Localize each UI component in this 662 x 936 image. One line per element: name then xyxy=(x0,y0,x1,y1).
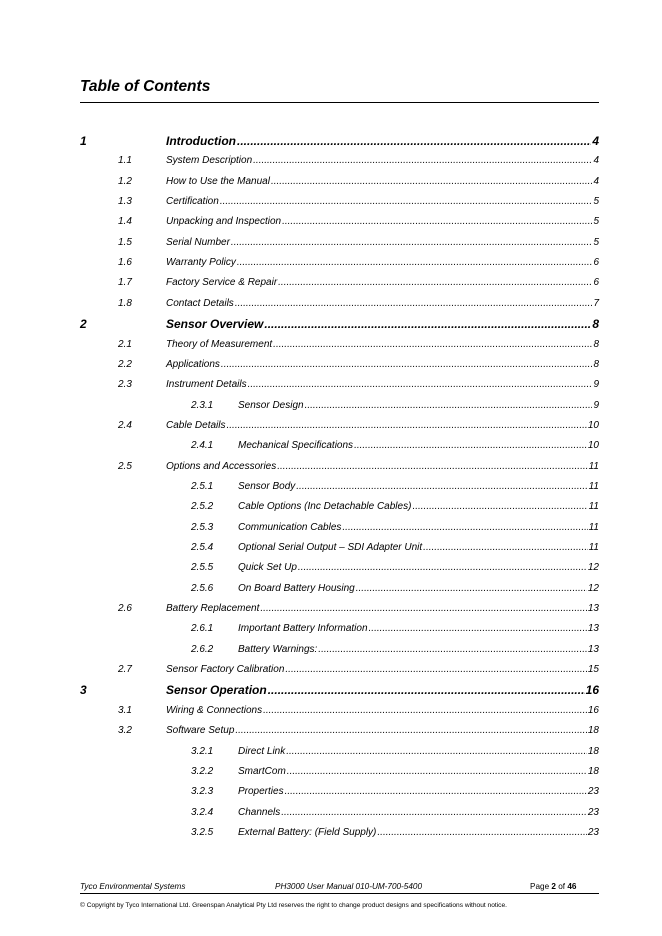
dot-leader xyxy=(356,583,587,594)
toc-entry-number: 2.4 xyxy=(118,419,132,431)
toc-entry-title[interactable]: SmartCom xyxy=(238,765,286,777)
toc-entry-number: 1.1 xyxy=(118,155,132,167)
toc-entry[interactable] xyxy=(0,277,662,295)
toc-entry-leader-line xyxy=(166,237,599,248)
toc-entry-page: 18 xyxy=(587,765,599,777)
toc-entry-title[interactable]: Software Setup xyxy=(166,725,235,737)
dot-leader xyxy=(286,746,587,757)
toc-entry-page: 6 xyxy=(593,257,599,269)
toc-entry-leader-line xyxy=(166,155,599,166)
dot-leader xyxy=(423,542,587,553)
toc-entry-page: 6 xyxy=(593,277,599,289)
dot-leader xyxy=(342,522,587,533)
toc-entry-title[interactable]: Instrument Details xyxy=(166,379,247,391)
toc-entry-number: 2.5.5 xyxy=(191,562,214,574)
toc-entry-leader-line xyxy=(166,379,599,390)
toc-entry-page: 8 xyxy=(593,358,599,370)
toc-entry-title[interactable]: Sensor Overview xyxy=(166,317,264,332)
toc-entry-title[interactable]: Sensor Design xyxy=(238,399,304,411)
toc-entry-number: 2.6.2 xyxy=(191,643,214,655)
dot-leader xyxy=(354,440,587,451)
page-title: Table of Contents xyxy=(80,78,211,95)
toc-entry-number: 2.5.1 xyxy=(191,480,214,492)
toc-entry[interactable] xyxy=(0,196,662,214)
toc-entry-page: 5 xyxy=(593,216,599,228)
toc-entry[interactable] xyxy=(0,522,662,540)
toc-entry-leader-line xyxy=(166,339,599,350)
toc-entry-title[interactable]: Theory of Measurement xyxy=(166,338,273,350)
toc-entry-title[interactable]: Mechanical Specifications xyxy=(238,440,354,452)
toc-entry-leader-line xyxy=(166,359,599,370)
toc-entry-number: 2.7 xyxy=(118,664,132,676)
toc-entry-title[interactable]: Cable Details xyxy=(166,419,226,431)
toc-entry-title[interactable]: Applications xyxy=(166,358,220,370)
dot-leader xyxy=(296,481,587,492)
toc-entry-title[interactable]: Quick Set Up xyxy=(238,562,297,574)
toc-entry-title[interactable]: Sensor Factory Calibration xyxy=(166,664,285,676)
toc-entry-title[interactable]: Warranty Policy xyxy=(166,257,236,269)
dot-leader xyxy=(263,705,587,716)
toc-entry-page: 12 xyxy=(587,562,599,574)
toc-entry-page: 5 xyxy=(593,236,599,248)
toc-entry[interactable] xyxy=(0,155,662,173)
dot-leader xyxy=(235,298,593,309)
toc-entry-leader-line xyxy=(238,440,599,451)
toc-entry[interactable] xyxy=(0,725,662,743)
toc-entry[interactable] xyxy=(0,134,662,152)
toc-entry[interactable] xyxy=(0,583,662,601)
footer-manual-number: PH3000 User Manual 010-UM-700-5400 xyxy=(275,882,422,891)
dot-leader xyxy=(298,562,587,573)
toc-entry-number: 3.2 xyxy=(118,725,132,737)
toc-entry-page: 18 xyxy=(587,745,599,757)
dot-leader xyxy=(273,339,592,350)
toc-entry-page: 4 xyxy=(593,175,599,187)
toc-entry-title[interactable]: Optional Serial Output – SDI Adapter Unit xyxy=(238,542,423,553)
toc-entry-title[interactable]: Wiring & Connections xyxy=(166,704,263,716)
toc-entry-leader-line xyxy=(238,542,599,553)
toc-entry-leader-line xyxy=(238,501,599,512)
dot-leader xyxy=(369,623,587,634)
toc-entry-number: 3.1 xyxy=(118,704,132,716)
toc-entry[interactable] xyxy=(0,683,662,701)
toc-entry-page: 11 xyxy=(588,480,599,492)
toc-entry-number: 1.5 xyxy=(118,236,132,248)
toc-entry-page: 13 xyxy=(587,643,599,655)
toc-entry-title[interactable]: Options and Accessories xyxy=(166,460,277,472)
toc-entry-title[interactable]: How to Use the Manual xyxy=(166,175,270,187)
toc-entry-page: 4 xyxy=(593,155,599,167)
toc-entry[interactable] xyxy=(0,603,662,621)
toc-entry-leader-line xyxy=(166,216,599,227)
toc-entry-page: 8 xyxy=(592,317,599,332)
toc-entry-number: 1 xyxy=(80,134,87,148)
toc-entry-page: 4 xyxy=(592,134,599,148)
toc-entry-title[interactable]: Introduction xyxy=(166,134,236,148)
toc-entry-page: 10 xyxy=(587,419,599,431)
toc-entry[interactable] xyxy=(0,440,662,458)
toc-entry[interactable] xyxy=(0,481,662,499)
toc-entry-leader-line xyxy=(238,400,599,411)
toc-entry-leader-line xyxy=(238,623,599,634)
toc-entry-page: 8 xyxy=(593,338,599,350)
toc-entry-page: 7 xyxy=(593,297,599,309)
toc-entry[interactable] xyxy=(0,562,662,580)
toc-entry-title[interactable]: Communication Cables xyxy=(238,521,342,533)
toc-entry[interactable] xyxy=(0,298,662,316)
toc-entry-number: 1.3 xyxy=(118,196,132,208)
toc-entry-number: 3.2.1 xyxy=(191,745,214,757)
toc-entry-title[interactable]: System Description xyxy=(166,155,253,167)
toc-entry-title[interactable]: Factory Service & Repair xyxy=(166,277,278,289)
toc-entry[interactable] xyxy=(0,705,662,723)
dot-leader xyxy=(253,155,592,166)
toc-entry-page: 9 xyxy=(593,379,599,391)
dot-leader xyxy=(285,664,586,675)
toc-entry-leader-line xyxy=(166,196,599,207)
toc-entry-title[interactable]: Contact Details xyxy=(166,297,234,309)
toc-entry[interactable] xyxy=(0,746,662,764)
dot-leader xyxy=(412,501,587,512)
toc-entry-number: 2.6 xyxy=(118,603,132,615)
toc-entry[interactable] xyxy=(0,461,662,479)
toc-entry-page: 13 xyxy=(587,603,599,615)
toc-entry-number: 1.4 xyxy=(118,216,132,228)
toc-entry-number: 2.5.6 xyxy=(191,582,214,594)
page-footer xyxy=(80,882,599,894)
dot-leader xyxy=(281,807,587,818)
toc-entry[interactable] xyxy=(0,623,662,641)
toc-entry-leader-line xyxy=(166,277,599,288)
toc-entry-title[interactable]: Important Battery Information xyxy=(238,623,368,635)
toc-entry-title[interactable]: External Battery: (Field Supply) xyxy=(238,826,377,838)
toc-entry-page: 18 xyxy=(587,725,599,737)
toc-entry[interactable] xyxy=(0,257,662,275)
toc-entry[interactable] xyxy=(0,766,662,784)
dot-leader xyxy=(226,420,586,431)
toc-entry-number: 2.6.1 xyxy=(191,623,214,635)
title-rule xyxy=(80,102,599,103)
toc-entry-leader-line xyxy=(238,786,599,797)
dot-leader xyxy=(268,683,585,697)
toc-entry-leader-line xyxy=(238,746,599,757)
toc-entry-number: 2.2 xyxy=(118,358,132,370)
toc-entry-page: 11 xyxy=(588,542,599,553)
toc-entry-page: 11 xyxy=(588,501,599,513)
toc-entry-leader-line xyxy=(166,603,599,614)
toc-entry-number: 3.2.2 xyxy=(191,765,214,777)
toc-entry-title[interactable]: On Board Battery Housing xyxy=(238,582,355,594)
toc-entry[interactable] xyxy=(0,827,662,845)
toc-entry[interactable] xyxy=(0,317,662,335)
toc-entry-leader-line xyxy=(166,420,599,431)
toc-entry-number: 3.2.4 xyxy=(191,806,214,818)
dot-leader xyxy=(271,176,592,187)
toc-entry-number: 2.3.1 xyxy=(191,399,214,411)
toc-entry-title[interactable]: Battery Warnings: xyxy=(238,643,318,655)
toc-entry-number: 2.5.4 xyxy=(191,542,214,553)
toc-entry-number: 2.1 xyxy=(118,338,132,350)
toc-entry[interactable] xyxy=(0,400,662,418)
dot-leader xyxy=(277,461,587,472)
toc-entry-leader-line xyxy=(166,705,599,716)
toc-entry-leader-line xyxy=(166,725,599,736)
toc-entry-title[interactable]: Certification xyxy=(166,196,219,208)
toc-entry-page: 15 xyxy=(587,664,599,676)
toc-entry-leader-line xyxy=(166,176,599,187)
toc-entry-title[interactable]: Sensor Operation xyxy=(166,683,267,698)
toc-entry-leader-line xyxy=(166,664,599,675)
toc-entry-title[interactable]: Battery Replacement xyxy=(166,603,260,615)
toc-entry[interactable] xyxy=(0,379,662,397)
dot-leader xyxy=(248,379,593,390)
toc-entry-page: 16 xyxy=(585,683,599,698)
toc-entry[interactable] xyxy=(0,420,662,438)
toc-entry[interactable] xyxy=(0,237,662,255)
toc-entry-leader-line xyxy=(166,298,599,309)
toc-entry-number: 2.5.2 xyxy=(191,501,214,513)
footer-company: Tyco Environmental Systems xyxy=(80,882,186,891)
toc-entry-page: 11 xyxy=(588,521,599,533)
toc-entry-title[interactable]: Serial Number xyxy=(166,236,230,248)
dot-leader xyxy=(305,400,593,411)
toc-entry-page: 12 xyxy=(587,582,599,594)
toc-entry-page: 16 xyxy=(587,704,599,716)
toc-entry-leader-line xyxy=(238,562,599,573)
toc-entry-leader-line xyxy=(238,807,599,818)
dot-leader xyxy=(264,317,591,331)
toc-entry-title[interactable]: Sensor Body xyxy=(238,480,296,492)
toc-entry-number: 3.2.5 xyxy=(191,826,214,838)
toc-entry-title[interactable]: Channels xyxy=(238,806,281,818)
toc-entry-number: 1.7 xyxy=(118,277,132,289)
toc-entry-number: 2.4.1 xyxy=(191,440,214,452)
toc-entry-title[interactable]: Unpacking and Inspection xyxy=(166,216,282,228)
toc-entry-leader-line xyxy=(166,683,599,697)
toc-entry-number: 1.2 xyxy=(118,175,132,187)
toc-entry-number: 2.3 xyxy=(118,379,132,391)
dot-leader xyxy=(318,644,587,655)
toc-entry-number: 2 xyxy=(80,317,87,332)
dot-leader xyxy=(287,766,587,777)
dot-leader xyxy=(221,359,593,370)
toc-entry-number: 3 xyxy=(80,683,87,698)
toc-entry[interactable] xyxy=(0,664,662,682)
toc-entry-title[interactable]: Direct Link xyxy=(238,745,286,757)
toc-entry-page: 5 xyxy=(593,196,599,208)
toc-entry-leader-line xyxy=(166,257,599,268)
toc-entry[interactable] xyxy=(0,542,662,560)
toc-entry-leader-line xyxy=(238,481,599,492)
dot-leader xyxy=(278,277,592,288)
toc-entry[interactable] xyxy=(0,216,662,234)
copyright-notice: © Copyright by Tyco International Ltd. Greenspan Analytical Pty Ltd reserves the right to change product designs and specifications without notice. xyxy=(80,902,507,909)
toc-entry[interactable] xyxy=(0,644,662,662)
toc-entry[interactable] xyxy=(0,786,662,804)
dot-leader xyxy=(231,237,593,248)
toc-entry-leader-line xyxy=(238,827,599,838)
toc-entry-title[interactable]: Properties xyxy=(238,786,284,798)
dot-leader xyxy=(237,257,593,268)
toc-entry-page: 23 xyxy=(587,826,599,838)
toc-entry-page: 9 xyxy=(593,399,599,411)
toc-entry-number: 1.8 xyxy=(118,297,132,309)
toc-entry-number: 3.2.3 xyxy=(191,786,214,798)
toc-entry-leader-line xyxy=(238,522,599,533)
toc-entry-leader-line xyxy=(238,583,599,594)
toc-entry-number: 2.5.3 xyxy=(191,521,214,533)
toc-entry[interactable] xyxy=(0,339,662,357)
toc-entry-leader-line xyxy=(166,317,599,331)
dot-leader xyxy=(282,216,592,227)
toc-entry-leader-line xyxy=(166,461,599,472)
toc-entry-page: 10 xyxy=(587,440,599,452)
toc-entry-number: 2.5 xyxy=(118,460,132,472)
dot-leader xyxy=(235,725,587,736)
dot-leader xyxy=(285,786,587,797)
toc-entry-page: 13 xyxy=(587,623,599,635)
dot-leader xyxy=(260,603,586,614)
toc-entry[interactable] xyxy=(0,807,662,825)
toc-entry-leader-line xyxy=(238,644,599,655)
toc-entry-leader-line xyxy=(166,134,599,148)
dot-leader xyxy=(377,827,586,838)
toc-entry[interactable] xyxy=(0,501,662,519)
toc-entry-number: 1.6 xyxy=(118,257,132,269)
footer-page-number: Page 2 of 46 xyxy=(530,882,577,891)
toc-entry[interactable] xyxy=(0,176,662,194)
toc-entry-page: 11 xyxy=(588,460,599,472)
dot-leader xyxy=(237,134,591,148)
toc-entry[interactable] xyxy=(0,359,662,377)
toc-entry-leader-line xyxy=(238,766,599,777)
toc-entry-page: 23 xyxy=(587,786,599,798)
toc-entry-title[interactable]: Cable Options (Inc Detachable Cables) xyxy=(238,501,412,513)
dot-leader xyxy=(220,196,593,207)
toc-entry-page: 23 xyxy=(587,806,599,818)
